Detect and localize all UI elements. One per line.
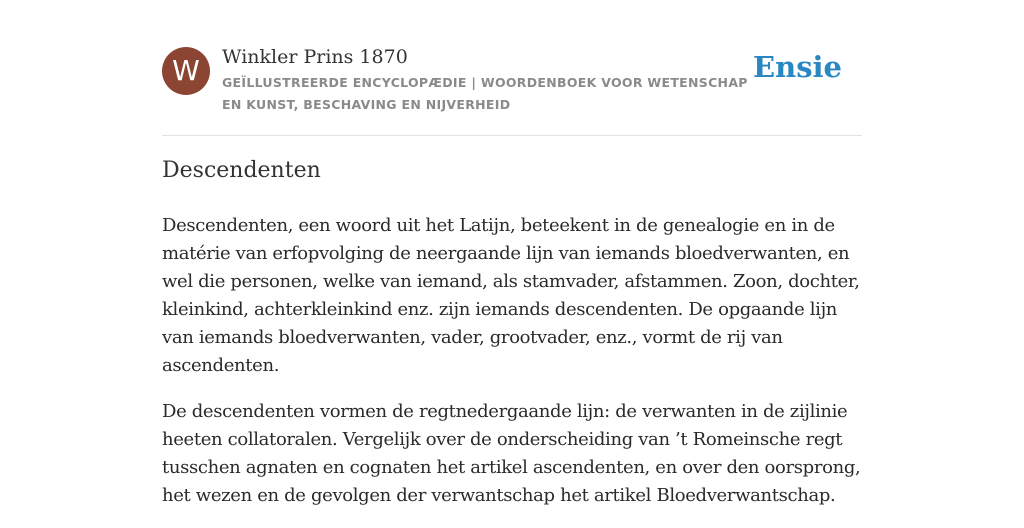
source-title[interactable]: Winkler Prins 1870 bbox=[222, 46, 408, 68]
source-subtitle: GEÏLLUSTREERDE ENCYCLOPÆDIE | WOORDENBOEK VOOR WETENSCHAP EN KUNST, BESCHAVING EN NIJVERHEID bbox=[222, 75, 748, 112]
header bbox=[162, 46, 862, 136]
article-title: Descendenten bbox=[162, 158, 321, 183]
article-body bbox=[162, 212, 862, 528]
source-avatar[interactable]: W bbox=[162, 47, 210, 95]
article-paragraph: Descendenten, een woord uit het Latijn, beteekent in de genealogie en in de matérie van erfopvolging de neergaande lijn van iemands bloedverwanten, en wel die personen, welke van iemand, als stamvader, afstammen. Zoon, dochter, kleinkind, achterkleinkind enz. zijn iemands descendenten. De opgaande lijn van iemands bloedverwanten, vader, grootvader, enz., vormt de rij van ascendenten. bbox=[162, 215, 860, 376]
ensie-logo[interactable]: Ensie bbox=[753, 50, 842, 84]
article-paragraph: De descendenten vormen de regtnedergaande lijn: de verwanten in de zijlinie heeten collatoralen. Vergelijk over de onderscheiding van ’t Romeinsche regt tusschen agnaten en cognaten het artikel ascendenten, en over den oorsprong, het wezen en de gevolgen der verwantschap het artikel Bloedverwantschap. bbox=[162, 401, 861, 506]
